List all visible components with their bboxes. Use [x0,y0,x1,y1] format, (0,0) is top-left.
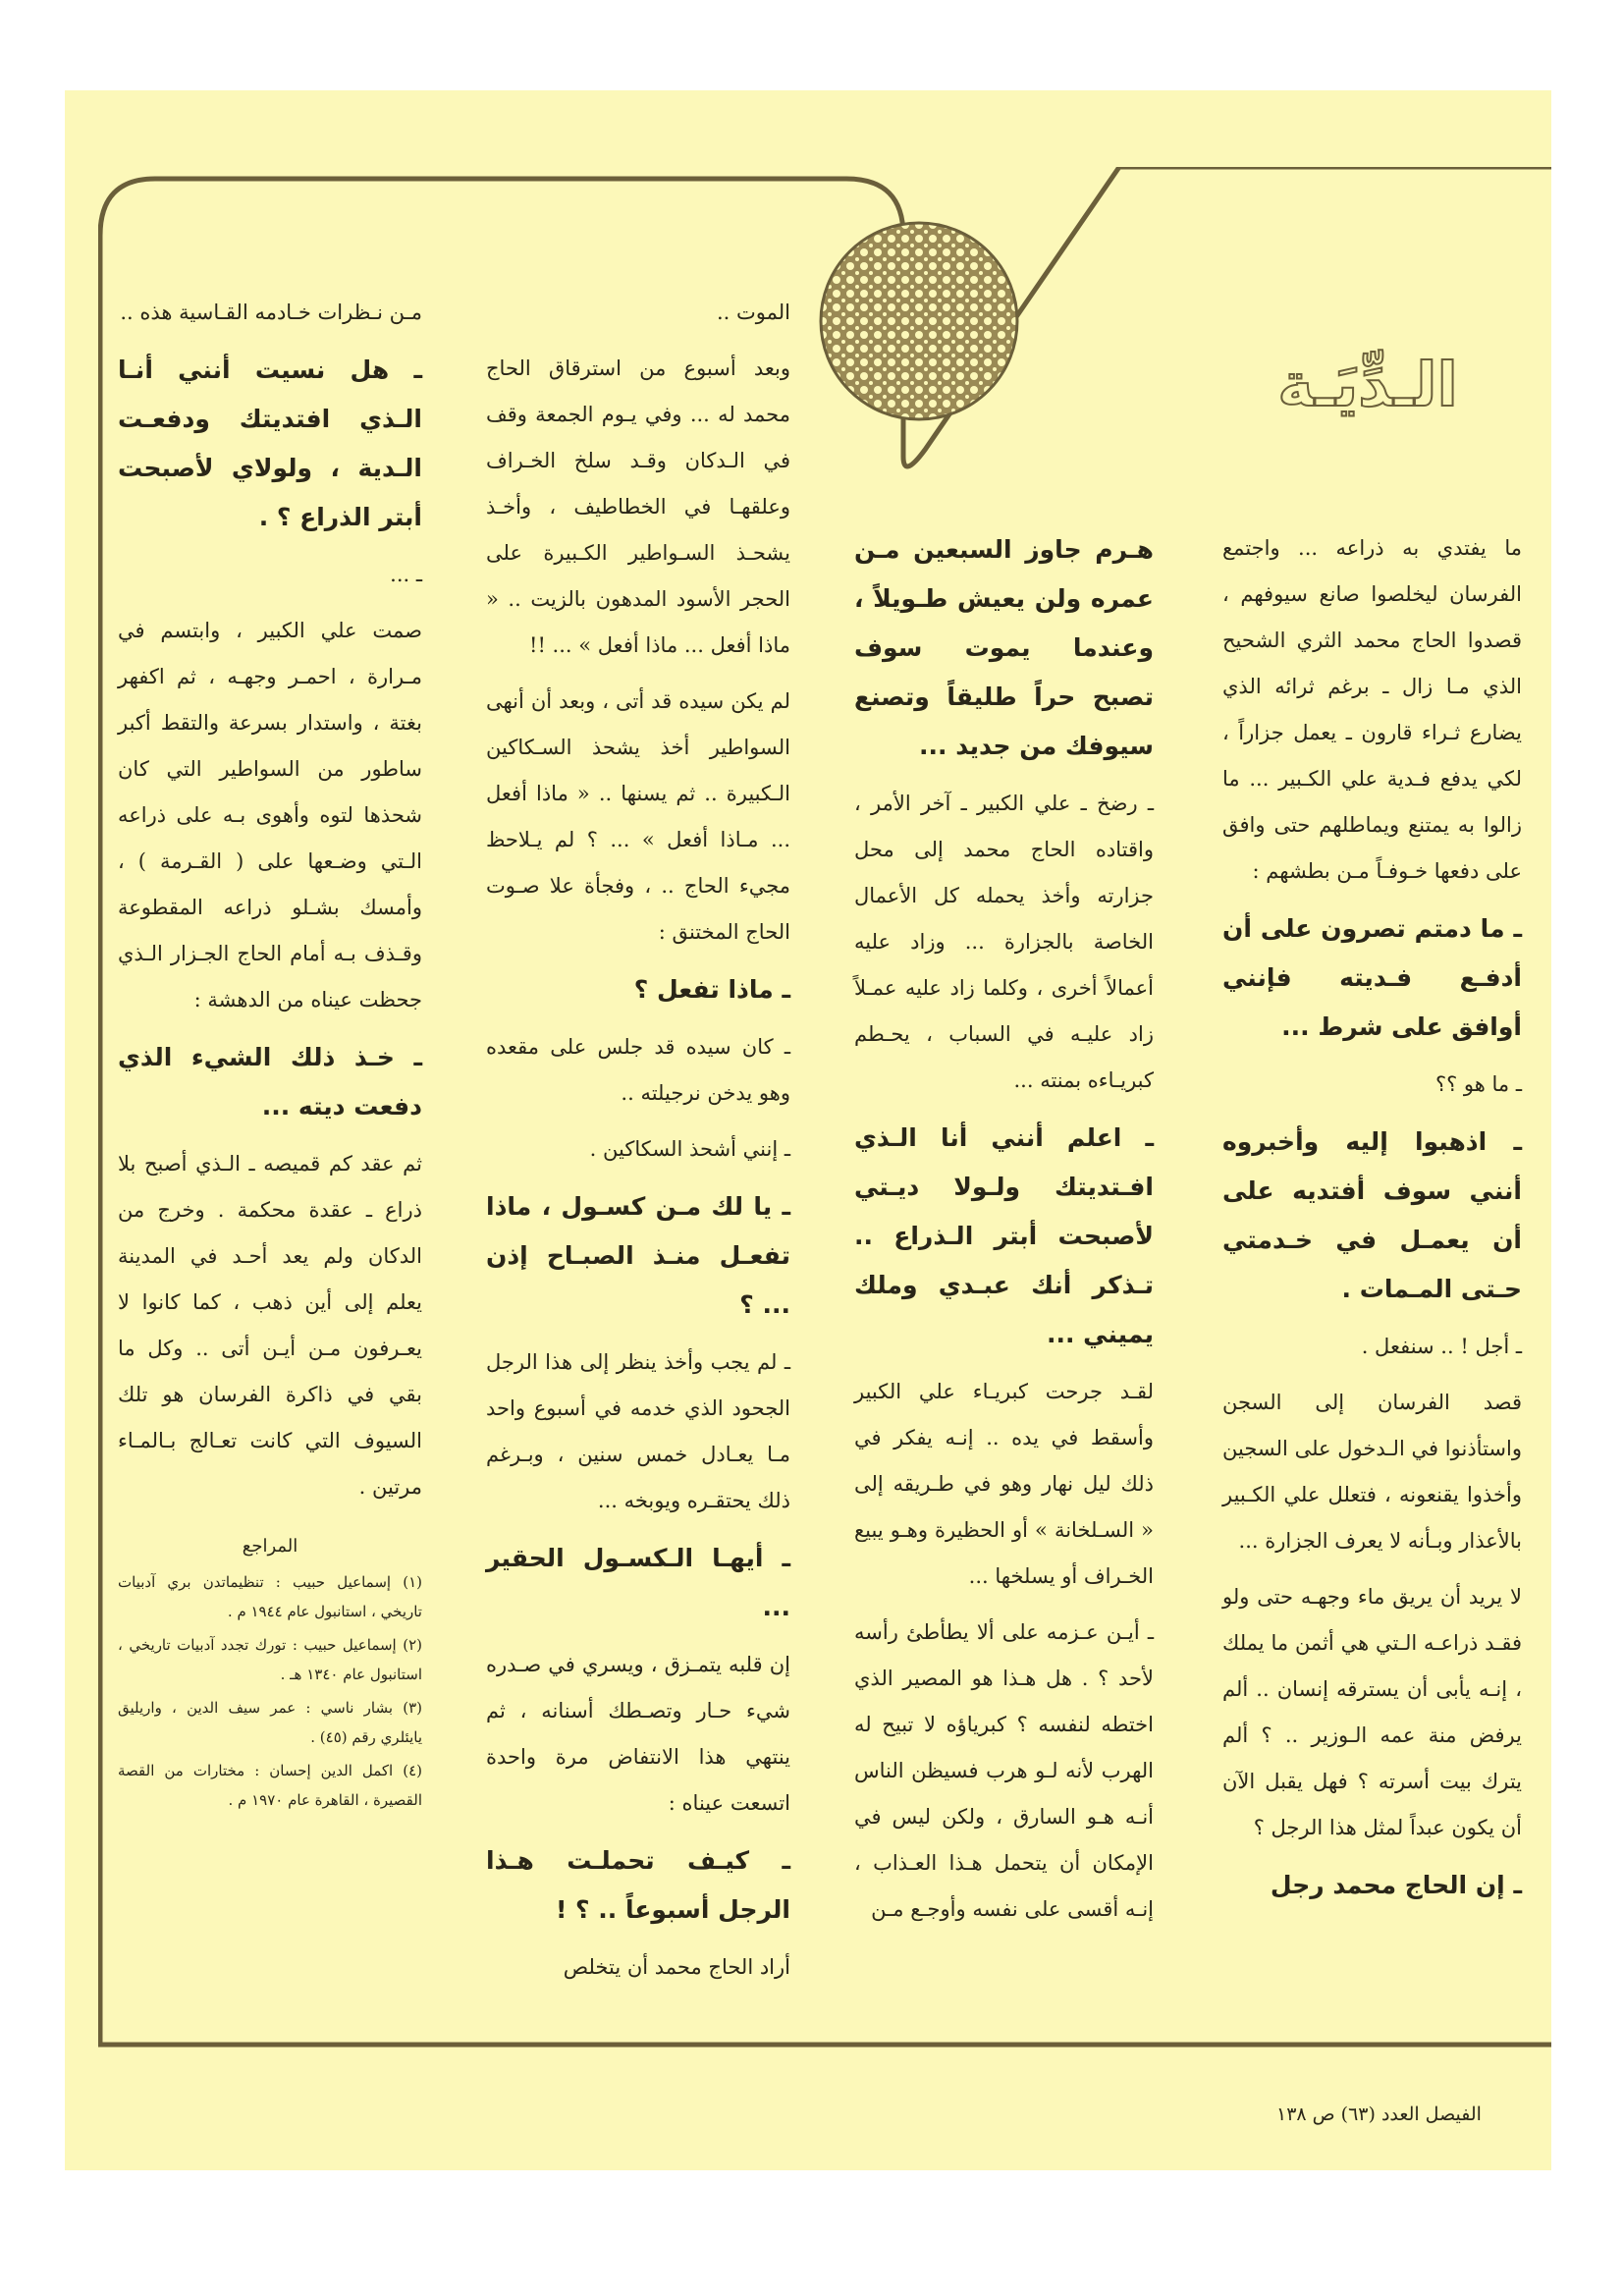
reference-item: (٢) إسماعيل حبيب : تورك تجدد آدبيات تاريخي ، استانبول عام ١٣٤٠ هـ . [118,1636,422,1683]
paragraph: ـ هل نسيت أنني أنـا الـذي افتديتك ودفعـت الـدية ، ولولاي لأصبحت أبتر الذراع ؟ . [118,355,422,531]
paragraph: ـ أيـن عـزمه على ألا يطأطئ رأسه لأحد ؟ . هل هـذا هو المصير الذي اختطه لنفسه ؟ كبرياؤه لا تبيح له الهرب لأنه لـو هرب فسيظن الناس أنـه هـو السارق ، ولكن ليس في الإمكان أن يتحمل هـذا العـذاب ، إنـه أقسى على نفسه وأوجـع مـن [854,1620,1154,1921]
reference-item: (٤) اكمل الدين إحسان : مختارات من القصة القصيرة ، القاهرة عام ١٩٧٠ م . [118,1762,422,1809]
paragraph: هـرم جاوز السبعين مـن عمره ولن يعيش طـويلاً ، وعندما يموت سوف تصبح حراً طليقاً وتصنع سيوفك من جديد ... [854,535,1154,760]
paragraph: مـن نـظرات خـادمه القـاسية هذه .. [120,301,422,324]
reference-item: (٣) بشار ناسي : عمر سيف الدين ، واريليق يايئلري رقم (٤٥) . [118,1699,422,1746]
paragraph: ـ ... [390,563,422,586]
paragraph: أراد الحاج محمد أن يتخلص [563,1955,790,1979]
article-title: الـدِّيَـة [1277,349,1458,420]
paragraph: لقـد جرحت كبريـاء علي الكبير وأسقط في يده .. إنـه يفكر في ذلك ليل نهار وهو في طـريقه إلى « السـلخانة » أو الحظيرة وهـو يبيع الخـراف أو يسلخها ... [854,1380,1154,1588]
text-column-4 [118,290,422,1819]
references [118,1532,422,1815]
paragraph: ـ كيـف تحملـت هـذا الرجل أسبوعاً .. ؟ ! [486,1846,790,1924]
paragraph: ـ يا لك مـن كسـول ، ماذا تفعـل منـذ الصبـاح إذن ... ؟ [486,1192,790,1319]
paragraph: الموت .. [716,301,790,324]
paragraph: ثم عقد كم قميصه ـ الـذي أصبح بلا ذراع ـ عقدة محكمة . وخرج من الدكان ولم يعد أحـد في المدينة يعلم إلى أين ذهب ، كما كانوا لا يعـرفون مـن أيـن أتى .. وكل ما بقي في ذاكرة الفرسان هو تلك السيوف التي كانت تعـالج بـالمـاء مرتين . [118,1152,422,1499]
text-column-2 [854,525,1154,1942]
paragraph: ـ إنني أشحذ السكاكين . [589,1137,790,1161]
paragraph: ـ أجل ! .. سنفعل . [1361,1335,1522,1358]
paragraph: وبعد أسبوع من استرقاق الحاج محمد له ... وفي يـوم الجمعة وقف في الـدكان وقـد سلخ الخـراف وعلقهـا في الخطاطيف ، وأخـذ يشحـذ السـواطير الكـبيرة على الحجر الأسود المدهون بالزيت .. « ماذا أفعل ... ماذا أفعل » ... !! [486,356,790,657]
references-heading: المراجع [242,1536,298,1557]
text-column-3 [486,290,790,2000]
paragraph: ـ أيهـا الـكسـول الحقير ... [486,1544,790,1621]
paragraph: قصد الفرسان إلى السجن واستأذنوا في الـدخول على السجين وأخذوا يقنعونه ، فتعلل علي الكـبير بالأعذار وبـأنه لا يعرف الجزارة ... [1222,1391,1522,1553]
text-column-1 [1222,525,1522,1920]
paragraph: ـ ماذا تفعل ؟ [633,975,790,1004]
ornament-circle-icon [816,218,1022,424]
paragraph: ـ اذهبوا إليه وأخبروه أنني سوف أفتديه على أن يعمـل في خـدمتي حـتى المـمات . [1222,1127,1522,1303]
paragraph: ـ ما هو ؟؟ [1434,1072,1522,1096]
page-footer: الفيصل العدد (٦٣) ص ١٣٨ [1276,2104,1482,2125]
paragraph: ـ رضخ ـ علي الكبير ـ آخر الأمر ، واقتاده الحاج محمد إلى محل جزارته وأخذ يحمله كل الأعمال الخاصة بالجزارة ... وزاد عليه أعمالاً أخرى ، وكلما زاد عليه عمـلاً زاد عليـه في السباب ، يحـطم كبريـاءه بمنته ... [854,792,1154,1092]
paragraph: ـ إن الحاج محمد رجل [1270,1871,1522,1899]
paragraph: ـ لم يجب وأخذ ينظر إلى هذا الرجل الجحود الذي خدمه في أسبوع واحد مـا يعـادل خمس سنين ، وبـرغم ذلك يحتقـره ويوبخه ... [486,1350,790,1512]
paragraph: إن قلبه يتمـزق ، ويسري في صـدره شيء حـار وتصـطك أسنانه ، ثم ينتهي هذا الانتفاض مرة واحدة اتسعت عيناه : [486,1653,790,1815]
paragraph: لا يريد أن يريق ماء وجهـه حتى ولو فقـد ذراعـه الـتي هي أثمن ما يملك ، إنـه يأبى أن يسترقه إنسان .. ألم يرفض منة عمه الـوزير .. ؟ ألم يترك بيت أسرته ؟ فهل يقبل الآن أن يكون عبداً لمثل هذا الرجل ؟ [1222,1585,1522,1839]
paragraph: صمت علي الكبير ، وابتسم في مـرارة ، احمـر وجهـه ، ثم اكفهر بغتة ، واستدار بسرعة والتقط أكبر ساطور من السواطير التي كان شحذها لتوه وأهوى بـه على ذراعه الـتي وضـعها على ( القـرمة ) ، وأمسك بشـلو ذراعه المقطوعة وقـذف بـه أمام الحاج الجـزار الـذي جحظت عيناه من الدهشة : [118,619,422,1011]
paragraph: ما يفتدي به ذراعه ... واجتمع الفرسان ليخلصوا صانع سيوفهم ، قصدوا الحاج محمد الثري الشحيح الذي مـا زال ـ برغم ثرائه الذي يضارع ثـراء قارون ـ يعمل جزاراً ، لكي يدفع فـدية علي الكـبير ... ما زالوا به يمتنع ويماطلهم حتى وافق على دفعها خـوفـاً مـن بطشهم : [1222,536,1522,883]
paragraph: ـ اعلم أنني أنا الـذي افـتديتك ولـولا ديـتي لأصبحت أبتر الـذراع .. تـذكر أنك عبـدي وملك يميني ... [854,1123,1154,1348]
reference-item: (١) إسماعيل حبيب : تنظيماتدن بري آدبيات تاريخي ، استانبول عام ١٩٤٤ م . [118,1573,422,1620]
paragraph: ـ خـذ ذلك الشيء الذي دفعت ديته ... [118,1043,422,1121]
paragraph: ـ ما دمتم تصرون على أن أدفـع فـديته فإنني أوافق على شرط ... [1222,914,1522,1041]
paragraph: ـ كان سيده قد جلس على مقعده وهو يدخن نرجيلته .. [486,1035,790,1105]
paragraph: لم يكن سيده قد أتى ، وبعد أن أنهى السواطير أخذ يشحذ السـكاكين الـكبيرة .. ثم يسنها .. « ماذا أفعل ... مـاذا أفعل » ... ؟ لم يـلاحظ مجيء الحاج .. ، وفجأة علا صـوت الحاج المختنق : [486,689,790,944]
